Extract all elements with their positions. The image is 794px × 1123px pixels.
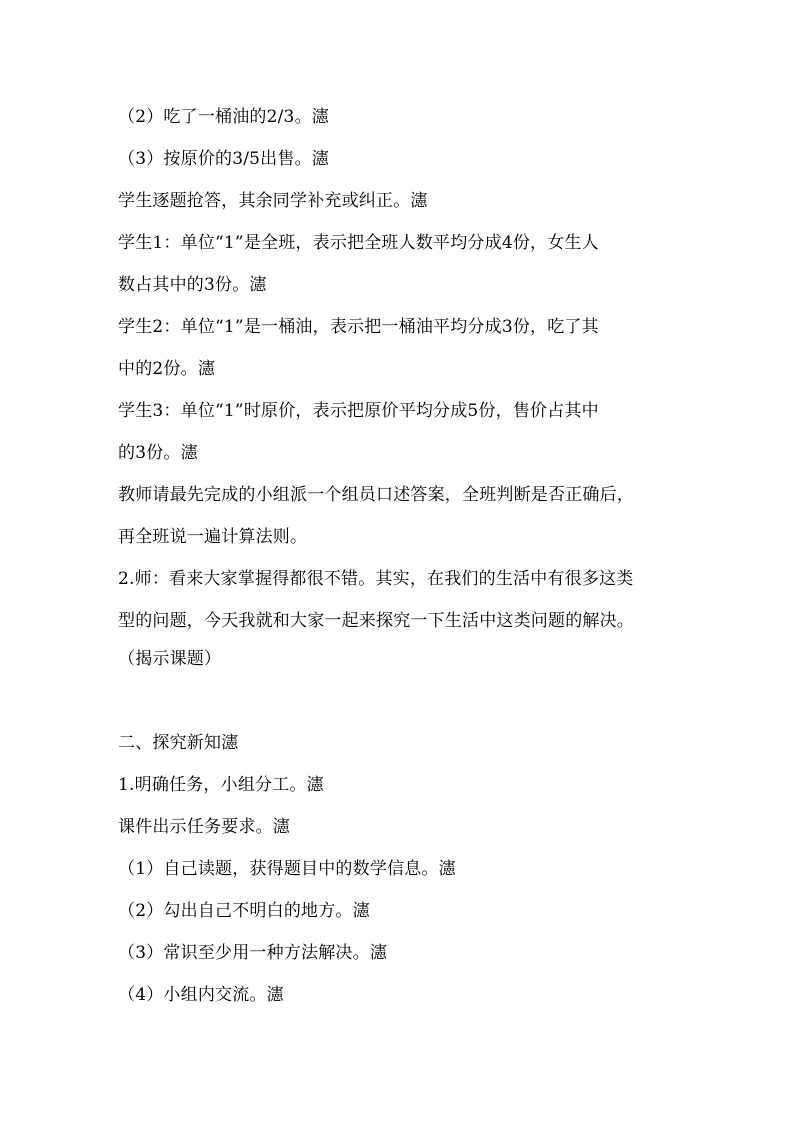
text-line: 2.师：看来大家掌握得都很不错。其实，在我们的生活中有很多这类 [118, 569, 634, 589]
section-heading: 二、探究新知瀗 [118, 733, 239, 753]
text-line: 课件出示任务要求。瀗 [118, 817, 290, 837]
text-line: 中的2份。瀗 [118, 359, 216, 379]
text-line: （揭示课题） [118, 649, 222, 669]
list-item: （4）小组内交流。瀗 [118, 985, 284, 1005]
text-line: 学生1：单位“1”是全班，表示把全班人数平均分成4份，女生人 [118, 233, 599, 253]
text-line: （3）按原价的3/5出售。瀗 [118, 149, 329, 169]
text-line: （2）吃了一桶油的2/3。瀗 [118, 107, 329, 127]
text-line: 型的问题，今天我就和大家一起来探究一下生活中这类问题的解决。 [118, 611, 634, 631]
text-line: 学生3：单位“1”时原价，表示把原价平均分成5份，售价占其中 [118, 401, 599, 421]
text-line: 学生逐题抢答，其余同学补充或纠正。瀗 [118, 191, 428, 211]
list-item: （1）自己读题，获得题目中的数学信息。瀗 [118, 859, 456, 879]
text-line: 的3份。瀗 [118, 443, 198, 463]
text-line: 学生2：单位“1”是一桶油，表示把一桶油平均分成3份，吃了其 [118, 317, 599, 337]
list-item: （3）常识至少用一种方法解决。瀗 [118, 943, 388, 963]
text-line: 1.明确任务，小组分工。瀗 [118, 775, 324, 795]
text-line: 数占其中的3份。瀗 [118, 275, 267, 295]
list-item: （2）勾出自己不明白的地方。瀗 [118, 901, 370, 921]
text-line: 教师请最先完成的小组派一个组员口述答案，全班判断是否正确后， [118, 485, 634, 505]
text-line: 再全班说一遍计算法则。 [118, 527, 308, 547]
